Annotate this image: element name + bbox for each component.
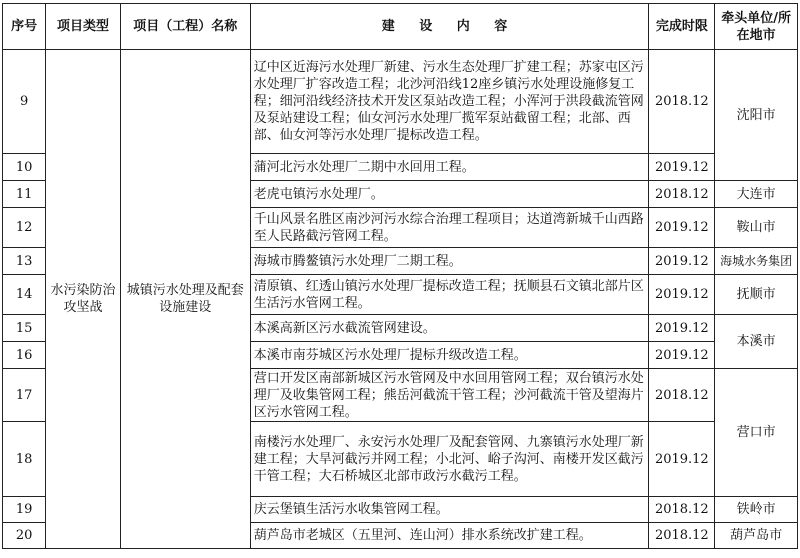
lead-unit-cell: 沈阳市: [715, 50, 798, 181]
row-seq: 13: [3, 248, 46, 275]
row-deadline: 2019.12: [649, 422, 715, 497]
row-deadline: 2019.12: [649, 154, 715, 181]
row-content: 清原镇、红透山镇污水处理厂提标改造工程；抚顺县石文镇北部片区生活污水管网工程。: [250, 275, 649, 315]
row-seq: 16: [3, 342, 46, 369]
row-deadline: 2018.12: [649, 369, 715, 422]
row-content: 南楼污水处理厂、永安污水处理厂及配套管网、九寨镇污水处理厂新建工程；大旱河截污并网工程；小北河、峪子沟河、南楼开发区截污干管工程；大石桥城区北部市政污水截污工程。: [250, 422, 649, 497]
row-seq: 9: [3, 50, 46, 154]
row-content: 本溪市南芬城区污水处理厂提标升级改造工程。: [250, 342, 649, 369]
row-seq: 12: [3, 208, 46, 248]
row-content: 蒲河北污水处理厂二期中水回用工程。: [250, 154, 649, 181]
row-deadline: 2019.12: [649, 248, 715, 275]
row-seq: 14: [3, 275, 46, 315]
row-content: 庆云堡镇生活污水收集管网工程。: [250, 497, 649, 523]
project-table: [2, 3, 798, 549]
row-seq: 11: [3, 181, 46, 208]
row-content: 营口开发区南部新城区污水管网及中水回用管网工程；双台镇污水处理厂及收集管网工程；熊岳河截流干管工程；沙河截流干管及望海片区污水管网工程。: [250, 369, 649, 422]
row-deadline: 2019.12: [649, 208, 715, 248]
row-deadline: 2018.12: [649, 50, 715, 154]
row-content: 老虎屯镇污水处理厂。: [250, 181, 649, 208]
row-content: 葫芦岛市老城区（五里河、连山河）排水系统改扩建工程。: [250, 523, 649, 549]
row-seq: 20: [3, 523, 46, 549]
lead-unit-cell: 本溪市: [715, 315, 798, 369]
row-seq: 18: [3, 422, 46, 497]
row-seq: 17: [3, 369, 46, 422]
lead-unit-cell: 抚顺市: [715, 275, 798, 315]
row-deadline: 2018.12: [649, 497, 715, 523]
lead-unit-cell: 铁岭市: [715, 497, 798, 523]
table-row: [3, 50, 798, 154]
lead-unit-cell: 葫芦岛市: [715, 523, 798, 549]
lead-unit-cell: 营口市: [715, 369, 798, 497]
header-content: 建 设 内 容: [250, 4, 649, 50]
header-type: 项目类型: [46, 4, 120, 50]
header-row: [3, 4, 798, 50]
project-name-cell: 城镇污水处理及配套设施建设: [120, 50, 250, 549]
row-seq: 15: [3, 315, 46, 342]
lead-unit-cell: 海城水务集团: [715, 248, 798, 275]
row-deadline: 2019.12: [649, 342, 715, 369]
project-type-cell: 水污染防治攻坚战: [46, 50, 120, 549]
lead-unit-cell: 大连市: [715, 181, 798, 208]
header-name: 项目（工程）名称: [120, 4, 250, 50]
row-deadline: 2018.12: [649, 181, 715, 208]
row-content: 本溪高新区污水截流管网建设。: [250, 315, 649, 342]
header-lead: 牵头单位/所在地市: [715, 4, 798, 50]
row-seq: 10: [3, 154, 46, 181]
header-seq: 序号: [3, 4, 46, 50]
header-deadline: 完成时限: [649, 4, 715, 50]
row-content: 千山风景名胜区南沙河污水综合治理工程项目；达道湾新城千山西路至人民路截污管网工程。: [250, 208, 649, 248]
lead-unit-cell: 鞍山市: [715, 208, 798, 248]
row-content: 海城市腾鳌镇污水处理厂二期工程。: [250, 248, 649, 275]
row-seq: 19: [3, 497, 46, 523]
row-content: 辽中区近海污水处理厂新建、污水生态处理厂扩建工程；苏家屯区污水处理厂扩容改造工程；北沙河沿线12座乡镇污水处理设施修复工程；细河沿线经济技术开发区泵站改造工程；小浑河于洪段截流管网及泵站建设工程；仙女河污水处理厂揽军泵站截留工程；北部、西部、仙女河等污水处理厂提标改造工程。: [250, 50, 649, 154]
row-deadline: 2019.12: [649, 275, 715, 315]
row-deadline: 2018.12: [649, 523, 715, 549]
row-deadline: 2019.12: [649, 315, 715, 342]
